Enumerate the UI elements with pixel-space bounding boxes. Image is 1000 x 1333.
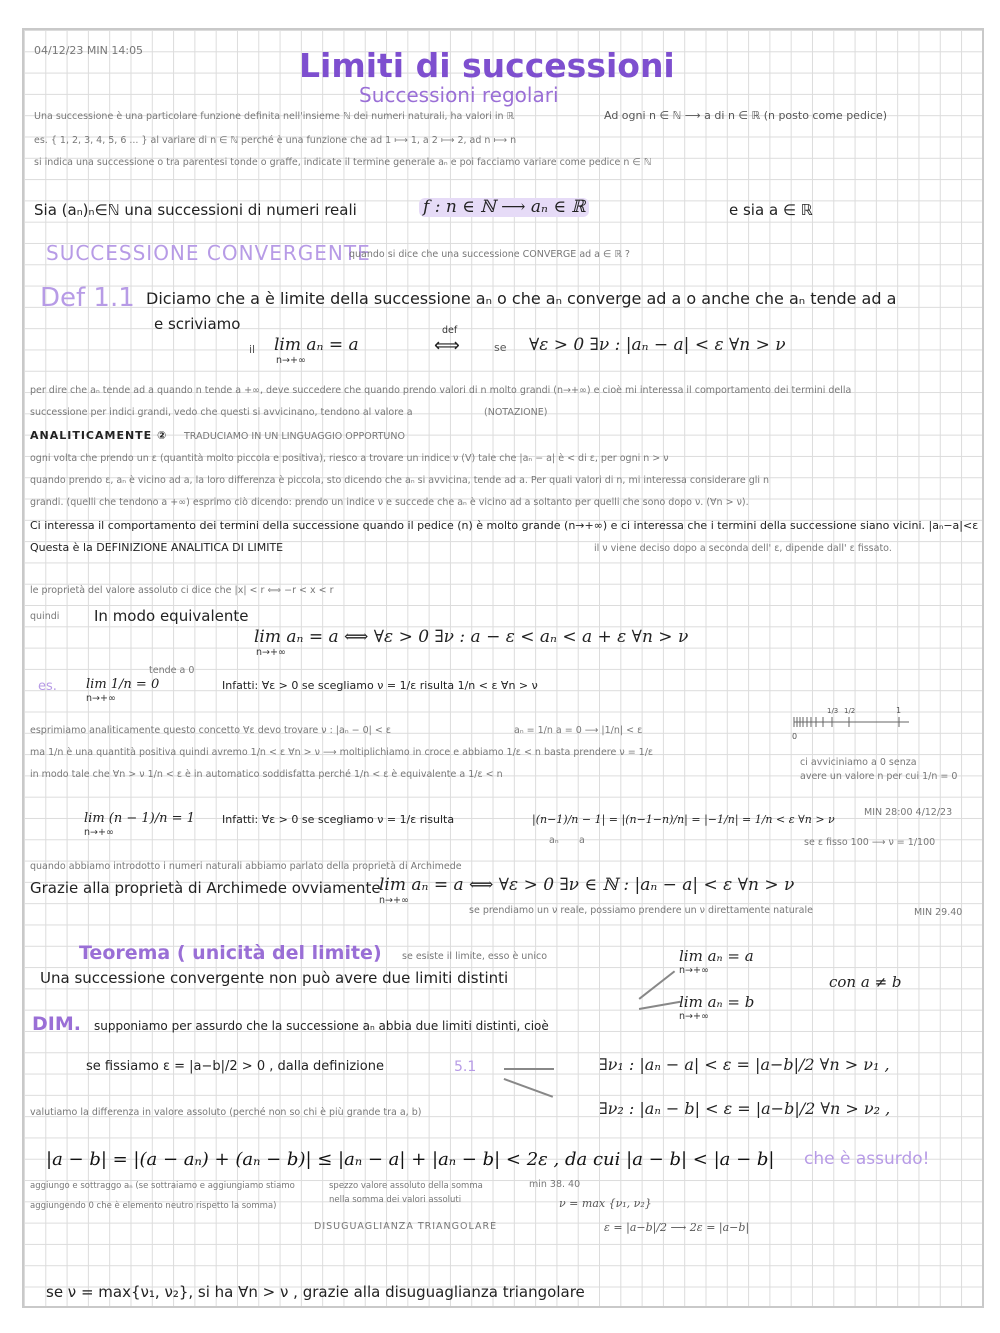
notazione: (NOTAZIONE) xyxy=(484,407,548,418)
ex1-side-note-1: ci avviciniamo a 0 senza xyxy=(800,757,917,768)
convergent-question: quando si dice che una successione CONVERGE ad a ∈ ℝ ? xyxy=(349,249,630,260)
ex2-lim-sub: n→+∞ xyxy=(84,827,114,838)
axis-label-third: 1/3 xyxy=(827,707,839,715)
explain-5: grandi. (quelli che tendono a +∞) esprimo ciò dicendo: prendo un indice ν e succede che aₙ è vicino ad a soltanto per quelli che sono dopo ν. (∀n > ν). xyxy=(30,497,749,508)
archimede-formula: lim aₙ = a ⟺ ∀ε > 0 ∃ν ∈ ℕ : |aₙ − a| < ε ∀n > ν xyxy=(379,875,795,895)
page-subtitle: Successioni regolari xyxy=(359,83,559,107)
abs-prop: le proprietà del valore assoluto ci dice che |x| < r ⟺ −r < x < r xyxy=(30,585,334,596)
lim-sub: n→+∞ xyxy=(276,355,306,366)
sia-line: Sia (aₙ)ₙ∈ℕ una successioni di numeri reali xyxy=(34,201,357,219)
nu2-condition: ∃ν₂ : |aₙ − b| < ε = |a−b|/2 ∀n > ν₂ , xyxy=(599,1099,891,1118)
intro-line-1: Una successione è una particolare funzione definita nell'insieme ℕ dei numeri naturali, ha valori in ℝ xyxy=(34,111,515,122)
explain-1: per dire che aₙ tende ad a quando n tende a +∞, deve succedere che quando prendo valori di n molto grandi (n→+∞) e cioè mi interessa il comportamento dei termini della xyxy=(30,385,852,396)
archimede-note: quando abbiamo introdotto i numeri naturali abbiamo parlato della proprietà di Archimede xyxy=(30,861,462,872)
page-title: Limiti di successioni xyxy=(299,46,675,85)
ex1-lim: lim 1/n = 0 xyxy=(86,677,160,692)
explain-3: ogni volta che prendo un ε (quantità molto piccola e positiva), riesco a trovare un indice ν (V) tale che |aₙ − a| è < di ε, per ogni n > ν xyxy=(30,453,669,464)
def-text: Diciamo che a è limite della successione aₙ o che aₙ converge ad a o anche che aₙ tende ad a xyxy=(146,289,897,308)
theorem-statement: Una successione convergente non può avere due limiti distinti xyxy=(40,969,509,987)
explain-7-right: il ν viene deciso dopo a seconda dell' ε, dipende dall' ε fissato. xyxy=(594,543,892,554)
dim-text: supponiamo per assurdo che la successione aₙ abbia due limiti distinti, cioè xyxy=(94,1019,549,1033)
eps-eq: ε = |a−b|/2 ⟶ 2ε = |a−b| xyxy=(604,1221,750,1234)
def-label: Def 1.1 xyxy=(40,283,135,313)
arrow-to-lim-a xyxy=(639,970,675,999)
ex2-lim: lim (n − 1)/n = 1 xyxy=(84,811,195,826)
def-text-2: e scriviamo xyxy=(154,315,241,333)
lim-il: il xyxy=(249,343,256,356)
ex2-a: a xyxy=(579,835,585,846)
quindi: quindi xyxy=(30,611,60,622)
theorem-con: con a ≠ b xyxy=(829,973,902,991)
intro-line-3: si indica una successione o tra parentesi tonde o graffe, indicate il termine generale aₙ e poi facciamo variare come pedice n ∈ ℕ xyxy=(34,157,652,168)
analitic-note: TRADUCIAMO IN UN LINGUAGGIO OPPORTUNO xyxy=(184,431,405,442)
date-time: 04/12/23 MIN 14:05 xyxy=(34,44,144,57)
ex1-note-1: esprimiamo analiticamente questo concetto ∀ε devo trovare ν : |aₙ − 0| < ε xyxy=(30,725,391,736)
note-add-1: aggiungo e sottraggo aₙ (se sottraiamo e aggiungiamo stiamo xyxy=(30,1181,295,1191)
archimede-sub-note: se prendiamo un ν reale, possiamo prendere un ν direttamente naturale xyxy=(469,905,813,916)
iff-def: ⟺ xyxy=(434,335,460,356)
ex1-tende: tende a 0 xyxy=(149,665,195,676)
equivalent-lim-sub: n→+∞ xyxy=(256,647,286,658)
number-line-sketch xyxy=(789,702,919,742)
ex2-fisso: se ε fisso 100 ⟶ ν = 1/100 xyxy=(804,837,936,848)
ex2-an: aₙ xyxy=(549,835,559,846)
heading-convergent: SUCCESSIONE CONVERGENTE xyxy=(46,241,371,265)
ex1-note-2: ma 1/n è una quantità positiva quindi avremo 1/n < ε ∀n > ν ⟶ moltiplichiamo in croce e abbiamo 1/ε < n basta prendere ν = 1/ε xyxy=(30,747,654,758)
valutiamo: valutiamo la differenza in valore assoluto (perché non so chi è più grande tra a, b) xyxy=(30,1107,422,1118)
min-label: min 38. 40 xyxy=(529,1179,581,1190)
triangle-chain: |a − b| = |(a − aₙ) + (aₙ − b)| ≤ |aₙ − a| + |aₙ − b| < 2ε , da cui |a − b| < |a − b| xyxy=(46,1149,775,1170)
fix-eps: se fissiamo ε = |a−b|/2 > 0 , dalla definizione xyxy=(86,1059,384,1074)
explain-2: successione per indici grandi, vedo che questi si avvicinano, tendono al valore a xyxy=(30,407,413,418)
ex1-lim-sub: n→+∞ xyxy=(86,693,116,704)
explain-4: quando prendo ε, aₙ è vicino ad a, la loro differenza è piccola, sto dicendo che aₙ si avvicina, tende ad a. Per quali valori di n, mi interessa considerare gli n xyxy=(30,475,770,486)
ex1-infatti: Infatti: ∀ε > 0 se scegliamo ν = 1/ε risulta 1/n < ε ∀n > ν xyxy=(222,679,538,692)
note-add-2: aggiungendo 0 che è elemento neutro rispetto la somma) xyxy=(30,1201,277,1211)
arrow-to-nu1 xyxy=(504,1068,554,1070)
theorem-lim-b-sub: n→+∞ xyxy=(679,1011,709,1022)
archimede-line: Grazie alla proprietà di Archimede ovviamente xyxy=(30,879,381,897)
sia-a: e sia a ∈ ℝ xyxy=(729,201,813,219)
axis-label-half: 1/2 xyxy=(844,707,856,715)
modo-equivalente: In modo equivalente xyxy=(94,607,249,625)
intro-line-2: es. { 1, 2, 3, 4, 5, 6 ... } al variare di n ∈ ℕ perché è una funzione che ad 1 ⟼ 1, a 2 ⟼ 2, ad n ⟼ n xyxy=(34,135,517,146)
theorem-title: Teorema ( unicità del limite) xyxy=(79,942,382,964)
theorem-lim-a-sub: n→+∞ xyxy=(679,965,709,976)
lim-formula: lim aₙ = a xyxy=(274,335,359,355)
archimede-lim-sub: n→+∞ xyxy=(379,895,409,906)
se-label: se xyxy=(494,341,507,354)
final-line: se ν = max{ν₁, ν₂}, si ha ∀n > ν , grazie alla disuguaglianza triangolare xyxy=(46,1283,585,1301)
dim-label: DIM. xyxy=(32,1013,81,1035)
ex1-note-1-mid: aₙ = 1/n a = 0 ⟶ |1/n| < ε xyxy=(514,725,643,736)
axis-label-0: 0 xyxy=(792,732,798,741)
note-split-2: nella somma dei valori assoluti xyxy=(329,1195,462,1205)
ex2-chain: |(n−1)/n − 1| = |(n−1−n)/n| = |−1/n| = 1/n < ε ∀n > ν xyxy=(532,813,835,826)
theorem-lim-a: lim aₙ = a xyxy=(679,947,754,965)
nu-max: ν = max {ν₁, ν₂} xyxy=(559,1197,652,1210)
equivalent-formula: lim aₙ = a ⟺ ∀ε > 0 ∃ν : a − ε < aₙ < a + ε ∀n > ν xyxy=(254,627,689,647)
es-label: es. xyxy=(38,679,57,694)
def-ref: 5.1 xyxy=(454,1059,477,1075)
assurdo: che è assurdo! xyxy=(804,1149,930,1169)
theorem-lim-b: lim aₙ = b xyxy=(679,993,755,1011)
note-split-1: spezzo valore assoluto della somma xyxy=(329,1181,483,1191)
intro-line-1-right: Ad ogni n ∈ ℕ ⟶ a di n ∈ ℝ (n posto come pedice) xyxy=(604,109,888,122)
theorem-note: se esiste il limite, esso è unico xyxy=(402,951,548,962)
arrow-to-nu2 xyxy=(504,1078,553,1097)
analitic-label: ANALITICAMENTE ② xyxy=(30,429,168,442)
triangular-label: DISUGUAGLIANZA TRIANGOLARE xyxy=(314,1221,498,1232)
notes-page xyxy=(22,28,984,1308)
archimede-time: MIN 29.40 xyxy=(914,907,963,918)
explain-6: Ci interessa il comportamento dei termini della successione quando il pedice (n) è molto grande (n→+∞) e ci interessa che i termini della successione siano vicini. |aₙ−a|<ε xyxy=(30,519,979,532)
ex1-note-3: in modo tale che ∀n > ν 1/n < ε è in automatico soddisfatta perché 1/n < ε è equivalente a 1/ε < n xyxy=(30,769,503,780)
ex1-side-note-2: avere un valore n per cui 1/n = 0 xyxy=(800,771,958,782)
explain-7: Questa è la DEFINIZIONE ANALITICA DI LIMITE xyxy=(30,541,284,554)
nu1-condition: ∃ν₁ : |aₙ − a| < ε = |a−b|/2 ∀n > ν₁ , xyxy=(599,1055,890,1074)
axis-label-1: 1 xyxy=(896,706,902,715)
def-condition: ∀ε > 0 ∃ν : |aₙ − a| < ε ∀n > ν xyxy=(529,335,786,355)
ex2-infatti: Infatti: ∀ε > 0 se scegliamo ν = 1/ε risulta xyxy=(222,813,455,826)
ex2-time: MIN 28:00 4/12/23 xyxy=(864,807,953,818)
function-def: f : n ∈ ℕ ⟶ aₙ ∈ ℝ xyxy=(419,198,589,217)
arrow-to-lim-b xyxy=(639,1001,681,1010)
def-tag: def xyxy=(442,325,458,336)
